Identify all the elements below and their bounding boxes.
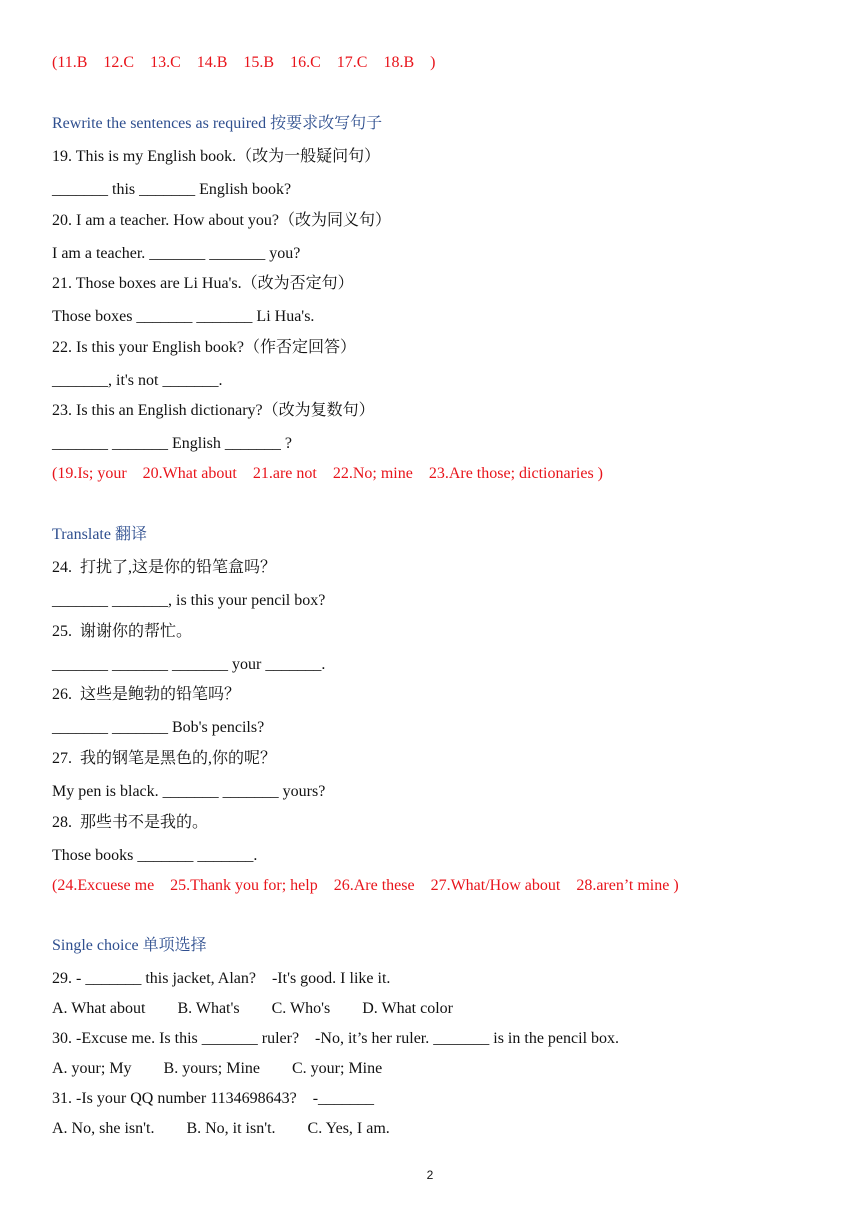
section-heading-translate: Translate 翻译	[52, 526, 147, 543]
answer-blank-line: I am a teacher. _______ _______ you?	[52, 245, 301, 262]
question-line: 26. 这些是鲍勃的铅笔吗？	[52, 686, 241, 703]
question-line: 23. Is this an English dictionary?（改为复数句）	[52, 402, 375, 419]
question-line: 22. Is this your English book?（作否定回答）	[52, 339, 356, 356]
section-heading-single-choice: Single choice 单项选择	[52, 937, 207, 954]
answer-blank-line: My pen is black. _______ _______ yours?	[52, 783, 326, 800]
question-line: 28. 那些书不是我的。	[52, 814, 209, 831]
question-line: 21. Those boxes are Li Hua's.（改为否定句）	[52, 275, 354, 292]
question-line: 19. This is my English book.（改为一般疑问句）	[52, 148, 381, 165]
options-line: A. your; My B. yours; Mine C. your; Mine	[52, 1060, 383, 1077]
answer-blank-line: Those books _______ _______.	[52, 847, 258, 864]
answer-blank-line: _______ _______ _______ your _______.	[52, 656, 326, 673]
answer-blank-line: _______ _______ Bob's pencils?	[52, 719, 265, 736]
answer-key-24-28: (24.Excuese me 25.Thank you for; help 26.Are these 27.What/How about 28.aren’t mine )	[52, 877, 679, 894]
answer-blank-line: _______, it's not _______.	[52, 372, 223, 389]
question-line: 29. - _______ this jacket, Alan? -It's good. I like it.	[52, 970, 391, 987]
question-line: 31. -Is your QQ number 1134698643? -_______	[52, 1090, 375, 1107]
answer-key-11-18: (11.B 12.C 13.C 14.B 15.B 16.C 17.C 18.B )	[52, 54, 436, 71]
question-line: 27. 我的钢笔是黑色的,你的呢？	[52, 750, 277, 767]
answer-blank-line: Those boxes _______ _______ Li Hua's.	[52, 308, 315, 325]
section-heading-rewrite: Rewrite the sentences as required 按要求改写句子	[52, 115, 383, 132]
answer-key-19-23: (19.Is; your 20.What about 21.are not 22.No; mine 23.Are those; dictionaries )	[52, 465, 603, 482]
answer-blank-line: _______ _______, is this your pencil box?	[52, 592, 326, 609]
answer-blank-line: _______ this _______ English book?	[52, 181, 292, 198]
page-number: 2	[426, 1168, 434, 1182]
answer-blank-line: _______ _______ English _______ ?	[52, 435, 292, 452]
options-line: A. No, she isn't. B. No, it isn't. C. Yes, I am.	[52, 1120, 390, 1137]
question-line: 24. 打扰了,这是你的铅笔盒吗？	[52, 559, 277, 576]
question-line: 25. 谢谢你的帮忙。	[52, 623, 193, 640]
question-line: 30. -Excuse me. Is this _______ ruler? -No, it’s her ruler. _______ is in the pencil box.	[52, 1030, 620, 1047]
options-line: A. What about B. What's C. Who's D. What color	[52, 1000, 453, 1017]
question-line: 20. I am a teacher. How about you?（改为同义句）	[52, 212, 392, 229]
